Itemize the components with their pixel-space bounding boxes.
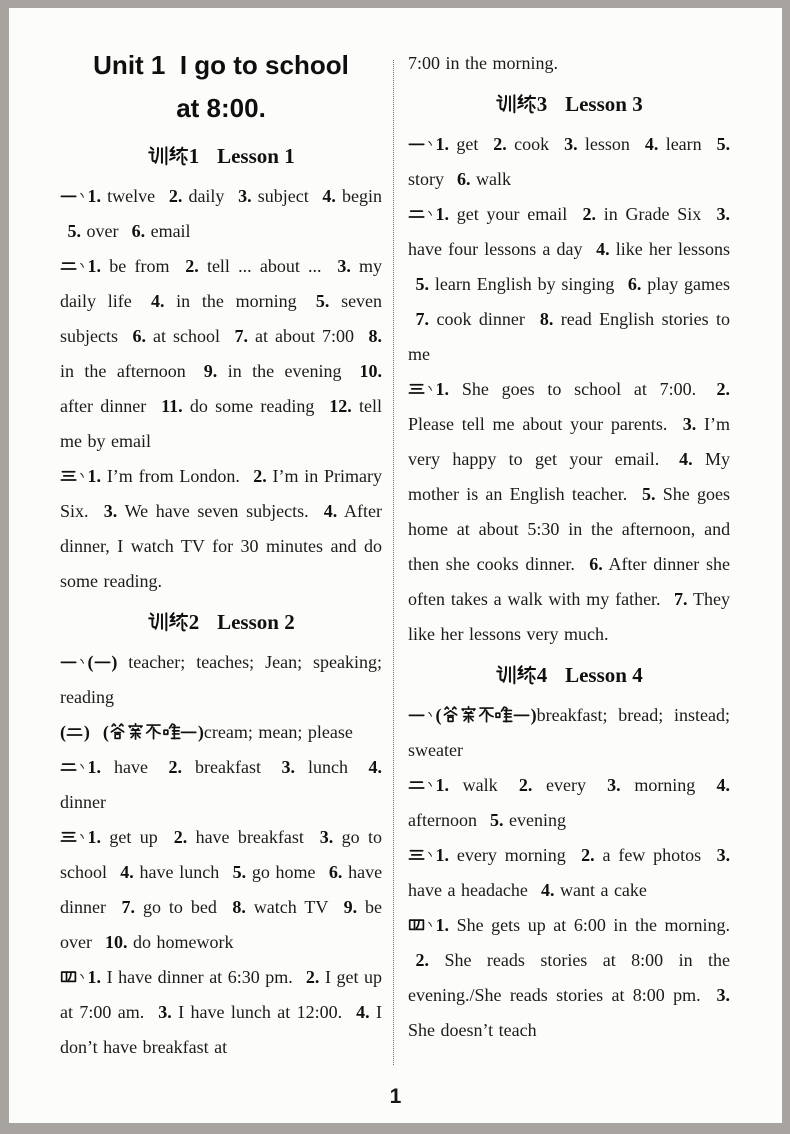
answer-text: play games bbox=[647, 274, 731, 294]
answer-text: every bbox=[546, 775, 586, 795]
answer-text: She doesn’t teach bbox=[408, 1020, 537, 1040]
answer-text: like her lessons bbox=[615, 239, 731, 259]
answer-marker: 2. bbox=[168, 757, 183, 777]
cjk-glyph bbox=[168, 146, 188, 166]
section-heading bbox=[408, 84, 730, 124]
cjk-glyph bbox=[60, 467, 77, 484]
answer-marker: 1. bbox=[408, 775, 449, 795]
section-heading bbox=[408, 655, 730, 695]
answer-marker: 2. bbox=[493, 134, 507, 154]
heading-title-cn: 4 bbox=[495, 663, 547, 687]
cjk-glyph bbox=[66, 723, 83, 740]
answer-marker: 3. bbox=[716, 204, 731, 224]
answer-marker: ( ) bbox=[60, 722, 90, 742]
answer-text: go home bbox=[251, 862, 316, 882]
answer-marker: 1. bbox=[60, 466, 101, 486]
answer-marker: 6. bbox=[328, 862, 343, 882]
answer-marker: 2. bbox=[305, 967, 320, 987]
section-heading bbox=[60, 136, 382, 176]
answer-text: seven subjects bbox=[60, 291, 383, 346]
cjk-glyph bbox=[426, 916, 435, 933]
answer-text: evening bbox=[509, 810, 566, 830]
answer-marker: 4. bbox=[540, 880, 555, 900]
answer-text: breakfast; bread; instead; sweater bbox=[408, 705, 730, 760]
cjk-glyph bbox=[78, 257, 87, 274]
cjk-glyph bbox=[442, 706, 459, 723]
answer-marker: 7. bbox=[415, 309, 430, 329]
answer-text: after dinner bbox=[60, 396, 147, 416]
answer-text: at about 7:00 bbox=[255, 326, 354, 346]
answer-marker: 1. bbox=[408, 845, 449, 865]
cjk-glyph bbox=[60, 187, 77, 204]
answer-text: have dinner bbox=[60, 862, 383, 917]
cjk-glyph bbox=[478, 706, 495, 723]
answer-text: She reads stories at 8:00 in the evening./She reads stories at 8:00 pm. bbox=[408, 950, 730, 1005]
answer-marker: 10. bbox=[105, 932, 128, 952]
page-number: 1 bbox=[389, 1085, 402, 1108]
answer-text: be over bbox=[60, 897, 383, 952]
answer-text: have bbox=[114, 757, 148, 777]
answer-paragraph bbox=[408, 197, 730, 372]
cjk-glyph bbox=[109, 723, 126, 740]
cjk-glyph bbox=[78, 653, 87, 670]
answer-marker: 8. bbox=[368, 326, 382, 346]
cjk-glyph bbox=[127, 723, 144, 740]
answer-text: teacher; teaches; Jean; speaking; reading bbox=[60, 652, 383, 707]
answer-text: get your email bbox=[456, 204, 568, 224]
answer-marker: 1. bbox=[60, 256, 101, 276]
answer-marker: 2. bbox=[168, 186, 183, 206]
answer-text: in the morning bbox=[176, 291, 297, 311]
answer-marker: 4. bbox=[150, 291, 165, 311]
answer-marker: 4. bbox=[368, 757, 383, 777]
cjk-glyph bbox=[60, 968, 77, 985]
answer-marker: 3. bbox=[158, 1002, 172, 1022]
answer-marker: ( ) bbox=[87, 652, 118, 672]
answer-text: story bbox=[408, 169, 444, 189]
answer-text: lunch bbox=[308, 757, 348, 777]
answer-text: get up bbox=[109, 827, 158, 847]
cjk-glyph bbox=[60, 257, 77, 274]
answer-marker: 5. bbox=[415, 274, 430, 294]
cjk-glyph bbox=[496, 94, 516, 114]
answer-text: She goes home at about 5:30 in the afternoon, and then she cooks dinner. bbox=[408, 484, 731, 574]
answer-marker: 6. bbox=[131, 221, 146, 241]
answer-text: every morning bbox=[456, 845, 566, 865]
answer-text: learn bbox=[665, 134, 702, 154]
answer-text: do homework bbox=[133, 932, 234, 952]
answer-text: have four lessons a day bbox=[408, 239, 583, 259]
answer-marker: 2. bbox=[582, 204, 597, 224]
cjk-glyph bbox=[408, 846, 425, 863]
answer-text: my daily life bbox=[60, 256, 383, 311]
cjk-glyph bbox=[78, 467, 87, 484]
cjk-glyph bbox=[78, 968, 87, 985]
answer-marker: 4. bbox=[356, 1002, 370, 1022]
answer-marker: 2. bbox=[415, 950, 430, 970]
answer-paragraph bbox=[408, 768, 730, 838]
answer-marker: 1. bbox=[408, 379, 449, 399]
answer-marker: 1. bbox=[408, 134, 449, 154]
answer-marker: 3. bbox=[716, 845, 731, 865]
answer-marker: 4. bbox=[322, 186, 336, 206]
cjk-glyph bbox=[426, 776, 435, 793]
answer-text: subject bbox=[257, 186, 309, 206]
answer-paragraph bbox=[408, 698, 730, 768]
answer-marker: 5. bbox=[232, 862, 247, 882]
answer-text: walk bbox=[476, 169, 512, 189]
answer-marker: 4. bbox=[596, 239, 610, 259]
cjk-glyph bbox=[78, 758, 87, 775]
answer-marker: 9. bbox=[343, 897, 358, 917]
answer-text: daily bbox=[188, 186, 225, 206]
cjk-glyph bbox=[60, 653, 77, 670]
answer-marker: 6. bbox=[132, 326, 147, 346]
answer-paragraph bbox=[60, 820, 382, 960]
heading-title-en: Lesson 4 bbox=[565, 663, 643, 687]
cjk-glyph bbox=[168, 612, 188, 632]
answer-text: I’m very happy to get your email. bbox=[408, 414, 731, 469]
heading-title-en: Lesson 1 bbox=[217, 144, 295, 168]
answer-marker: 3. bbox=[682, 414, 697, 434]
answer-marker: 5. bbox=[642, 484, 656, 504]
answer-text: in Grade Six bbox=[603, 204, 702, 224]
answer-paragraph bbox=[60, 750, 382, 820]
answer-text: We have seven subjects. bbox=[124, 501, 309, 521]
answer-text: have a headache bbox=[408, 880, 528, 900]
answer-marker: 1. bbox=[408, 915, 449, 935]
answer-text: a few photos bbox=[602, 845, 702, 865]
answer-text: cream; mean; please bbox=[203, 722, 353, 742]
answer-marker: 2. bbox=[581, 845, 595, 865]
heading-title-cn: 1 bbox=[147, 144, 199, 168]
cjk-glyph bbox=[408, 706, 425, 723]
answer-text: have lunch bbox=[139, 862, 220, 882]
answer-text: cook bbox=[514, 134, 550, 154]
cjk-glyph bbox=[163, 723, 180, 740]
cjk-glyph bbox=[426, 706, 435, 723]
cjk-glyph bbox=[148, 146, 168, 166]
answer-marker: 2. bbox=[185, 256, 199, 276]
answer-marker: 5. bbox=[490, 810, 504, 830]
answer-marker: 3. bbox=[607, 775, 621, 795]
answer-marker: 4. bbox=[679, 449, 693, 469]
answer-text: have breakfast bbox=[195, 827, 304, 847]
answer-marker: 4. bbox=[716, 775, 730, 795]
answer-marker: 2. bbox=[253, 466, 267, 486]
column-divider bbox=[393, 60, 394, 1065]
cjk-glyph bbox=[495, 706, 512, 723]
answer-text: I have lunch at 12:00. bbox=[178, 1002, 343, 1022]
answer-marker: 3. bbox=[716, 985, 731, 1005]
cjk-glyph bbox=[408, 135, 425, 152]
cjk-glyph bbox=[516, 94, 536, 114]
answer-marker: 1. bbox=[60, 827, 101, 847]
answer-marker: 9. bbox=[203, 361, 218, 381]
answer-paragraph bbox=[408, 46, 730, 81]
answer-text: I don’t have breakfast at bbox=[60, 1002, 383, 1057]
answer-text: get bbox=[456, 134, 479, 154]
answer-marker: 6. bbox=[627, 274, 642, 294]
answer-text: dinner bbox=[60, 792, 106, 812]
answer-text: email bbox=[150, 221, 191, 241]
answer-marker bbox=[60, 652, 88, 672]
columns bbox=[60, 30, 782, 1092]
answer-marker: 8. bbox=[232, 897, 246, 917]
answer-text: lesson bbox=[584, 134, 630, 154]
answer-text: in the afternoon bbox=[60, 361, 186, 381]
cjk-glyph bbox=[60, 828, 77, 845]
heading-title-cn: 2 bbox=[147, 610, 199, 634]
answer-text: read English stories to me bbox=[408, 309, 730, 364]
answer-marker: 7. bbox=[234, 326, 249, 346]
answer-text: After dinner she often takes a walk with my father. bbox=[408, 554, 731, 609]
answer-text: I’m in Primary Six. bbox=[60, 466, 383, 521]
answer-text: She gets up at 6:00 in the morning. bbox=[456, 915, 730, 935]
answer-marker: 3. bbox=[238, 186, 252, 206]
cjk-glyph bbox=[145, 723, 162, 740]
cjk-glyph bbox=[408, 380, 425, 397]
answer-text: breakfast bbox=[195, 757, 261, 777]
cjk-glyph bbox=[408, 205, 425, 222]
answer-marker: 5. bbox=[716, 134, 731, 154]
answer-text: They like her lessons very much. bbox=[408, 589, 730, 644]
answer-paragraph bbox=[60, 715, 382, 750]
answer-text: I’m from London. bbox=[106, 466, 240, 486]
answer-text: in the evening bbox=[227, 361, 342, 381]
answer-paragraph bbox=[408, 908, 730, 1048]
answer-text: begin bbox=[342, 186, 383, 206]
answer-text: I get up at 7:00 am. bbox=[60, 967, 383, 1022]
cjk-glyph bbox=[496, 665, 516, 685]
answer-marker: 4. bbox=[644, 134, 659, 154]
answer-marker: 6. bbox=[457, 169, 471, 189]
answer-text: twelve bbox=[107, 186, 156, 206]
answer-text: do some reading bbox=[189, 396, 315, 416]
answer-marker: 3. bbox=[103, 501, 118, 521]
answer-text: She goes to school at 7:00. bbox=[461, 379, 697, 399]
unit-title bbox=[60, 44, 382, 130]
answer-paragraph bbox=[60, 179, 382, 249]
answer-paragraph bbox=[408, 838, 730, 908]
answer-marker bbox=[408, 705, 436, 725]
cjk-glyph bbox=[148, 612, 168, 632]
answer-text: tell ... about ... bbox=[206, 256, 322, 276]
answer-paragraph bbox=[60, 645, 382, 715]
answer-marker: 5. bbox=[67, 221, 82, 241]
answer-text: go to bed bbox=[142, 897, 217, 917]
answer-marker: 10. bbox=[359, 361, 382, 381]
answer-paragraph bbox=[408, 127, 730, 197]
cjk-glyph bbox=[426, 205, 435, 222]
cjk-glyph bbox=[460, 706, 477, 723]
answer-paragraph bbox=[60, 960, 382, 1065]
answer-text: After dinner, I watch TV for 30 minutes and do some reading. bbox=[60, 501, 382, 591]
answer-text: My mother is an English teacher. bbox=[408, 449, 730, 504]
answer-marker: 1. bbox=[60, 967, 101, 987]
answer-text: go to school bbox=[60, 827, 383, 882]
answer-marker: 4. bbox=[120, 862, 134, 882]
cjk-glyph bbox=[94, 653, 111, 670]
unit-title-line: Unit 1 I go to school bbox=[93, 50, 349, 80]
answer-text: be from bbox=[109, 256, 170, 276]
answer-text: tell me by email bbox=[60, 396, 382, 451]
cjk-glyph bbox=[426, 846, 435, 863]
answer-paragraph bbox=[408, 372, 730, 652]
heading-title-cn: 3 bbox=[495, 92, 547, 116]
cjk-glyph bbox=[408, 776, 425, 793]
answer-marker: 11. bbox=[161, 396, 183, 416]
answer-text: walk bbox=[462, 775, 498, 795]
answer-page bbox=[9, 8, 782, 1123]
answer-marker: 1. bbox=[408, 204, 449, 224]
answer-marker: 1. bbox=[60, 757, 101, 777]
answer-marker: 7. bbox=[121, 897, 135, 917]
cjk-glyph bbox=[78, 187, 87, 204]
answer-paragraph bbox=[60, 459, 382, 599]
answer-text: afternoon bbox=[408, 810, 477, 830]
answer-text: morning bbox=[634, 775, 696, 795]
answer-text: watch TV bbox=[253, 897, 329, 917]
cjk-glyph bbox=[60, 758, 77, 775]
heading-title-en: Lesson 2 bbox=[217, 610, 295, 634]
answer-text: over bbox=[86, 221, 119, 241]
answer-marker: 2. bbox=[518, 775, 533, 795]
answer-text: 7:00 in the morning. bbox=[408, 53, 558, 73]
cjk-glyph bbox=[408, 916, 425, 933]
answer-marker: 5. bbox=[315, 291, 330, 311]
cjk-glyph bbox=[516, 665, 536, 685]
answer-marker: 2. bbox=[173, 827, 188, 847]
column-left bbox=[60, 30, 382, 1092]
section-heading bbox=[60, 602, 382, 642]
answer-marker: 3. bbox=[281, 757, 296, 777]
answer-marker: 6. bbox=[589, 554, 603, 574]
answer-marker: ( ) bbox=[435, 705, 537, 725]
answer-marker: 1. bbox=[60, 186, 101, 206]
answer-text: learn English by singing bbox=[434, 274, 615, 294]
cjk-glyph bbox=[426, 135, 435, 152]
cjk-glyph bbox=[180, 723, 197, 740]
unit-title-line: at 8:00. bbox=[176, 93, 266, 123]
answer-text: want a cake bbox=[559, 880, 647, 900]
cjk-glyph bbox=[513, 706, 530, 723]
answer-marker: 3. bbox=[564, 134, 578, 154]
answer-marker: 4. bbox=[323, 501, 338, 521]
answer-paragraph bbox=[60, 249, 382, 459]
answer-text: cook dinner bbox=[436, 309, 525, 329]
answer-marker: 3. bbox=[337, 256, 351, 276]
heading-title-en: Lesson 3 bbox=[565, 92, 643, 116]
answer-marker: 3. bbox=[319, 827, 334, 847]
cjk-glyph bbox=[426, 380, 435, 397]
answer-marker: 8. bbox=[539, 309, 554, 329]
answer-text: Please tell me about your parents. bbox=[408, 414, 668, 434]
answer-marker: 2. bbox=[716, 379, 731, 399]
answer-marker: ( ) bbox=[102, 722, 204, 742]
answer-text: I have dinner at 6:30 pm. bbox=[106, 967, 293, 987]
answer-marker: 12. bbox=[329, 396, 352, 416]
cjk-glyph bbox=[78, 828, 87, 845]
answer-text: at school bbox=[153, 326, 220, 346]
column-right bbox=[408, 30, 730, 1092]
answer-marker: 7. bbox=[673, 589, 688, 609]
